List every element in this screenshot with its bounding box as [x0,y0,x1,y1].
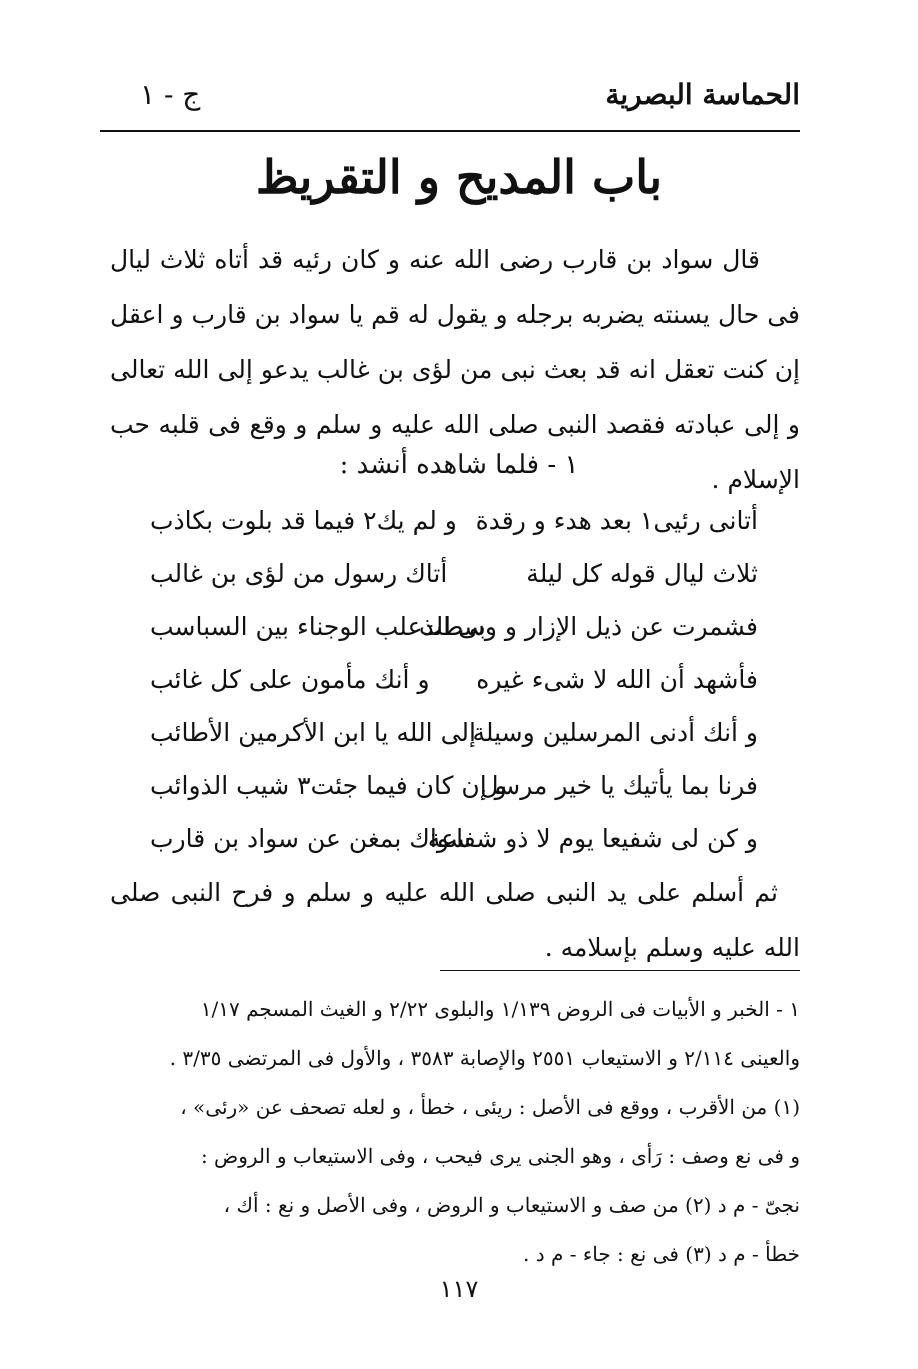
page-header [110,78,800,128]
poem-intro: ١ - فلما شاهده أنشد : [339,450,579,480]
verse-first-hemistich: و كن لى شفيعا يوم لا ذو شفاعة [427,824,758,853]
volume-label: ج - ١ [140,78,201,111]
chapter-title: باب المديح و التقريظ [255,150,663,204]
verse [150,604,758,657]
verse-first-hemistich: ثلاث ليال قوله كل ليلة [526,559,758,588]
footnote-line: و فى نع وصف : رَأى ، وهو الجنى يرى فيحب ، وفى الاستيعاب و الروض : [200,1144,800,1168]
running-title: الحماسة البصرية [605,78,800,111]
verse-second-hemistich: سواك بمغن عن سواد بن قارب [150,824,471,853]
verse-first-hemistich: فشمرت عن ذيل الإزار و وسطت [418,612,758,641]
footnote-line: خطأ - م د (٣) فى نع : جاء - م د . [522,1242,800,1266]
verse [150,657,758,710]
intro-text: قال سواد بن قارب رضى الله عنه و كان رئيه قد أتاه ثلاث ليال فى حال يسنته يضربه برجله و يقول له قم يا سواد بن قارب و اعقل إن كنت تعقل انه قد بعث نبى من لؤى بن غالب يدعو إلى الله تعالى و إلى عبادته فقصد النبى صلى الله عليه و سلم و وقع فى قلبه حب الإسلام . [110,245,800,494]
footnote-line: ١ - الخبر و الأبيات فى الروض ١/١٣٩ والبلوى ٢/٢٢ و الغيث المسجم ١/١٧ [200,997,800,1021]
header-rule [100,130,800,132]
verse [150,551,758,604]
verse-second-hemistich: و لم يك٢ فيما قد بلوت بكاذب [150,506,457,535]
verse-first-hemistich: فأشهد أن الله لا شىء غيره [476,665,758,694]
verse-first-hemistich: و أنك أدنى المرسلين وسيلة [472,718,758,747]
closing-text: ثم أسلم على يد النبى صلى الله عليه و سلم و فرح النبى صلى الله عليه وسلم بإسلامه . [110,878,800,962]
verse [150,816,758,869]
verse-second-hemistich: و أنك مأمون على كل غائب [150,665,430,694]
footnote-line: والعينى ٢/١١٤ و الاستيعاب ٢٥٥١ والإصابة ٣٥٨٣ ، والأول فى المرتضى ٣/٣٥ . [169,1046,800,1070]
verse-first-hemistich: فرنا بما يأتيك يا خير مرسل [480,771,758,800]
closing-paragraph [110,865,800,975]
footnote-rule [440,970,800,971]
verse-first-hemistich: أتانى رئيى١ بعد هدء و رقدة [475,506,758,535]
poem [150,498,758,869]
page-number: ١١٧ [439,1275,479,1303]
verse-second-hemistich: أتاك رسول من لؤى بن غالب [150,559,448,588]
verse-second-hemistich: إلى الله يا ابن الأكرمين الأطائب [150,718,476,747]
footnotes [110,985,800,1279]
verse [150,710,758,763]
verse [150,498,758,551]
footnote-line: (١) من الأقرب ، ووقع فى الأصل : ريئى ، خطأ ، و لعله تصحف عن «رئى» ، [180,1095,800,1119]
footnote-line: نجىّ - م د (٢) من صف و الاستيعاب و الروض ، وفى الأصل و نع : أك ، [223,1193,800,1217]
verse-second-hemistich: و إن كان فيما جئت٣ شيب الذوائب [150,771,507,800]
verse [150,763,758,816]
verse-second-hemistich: بى الذعلب الوجناء بين السباسب [150,612,486,641]
